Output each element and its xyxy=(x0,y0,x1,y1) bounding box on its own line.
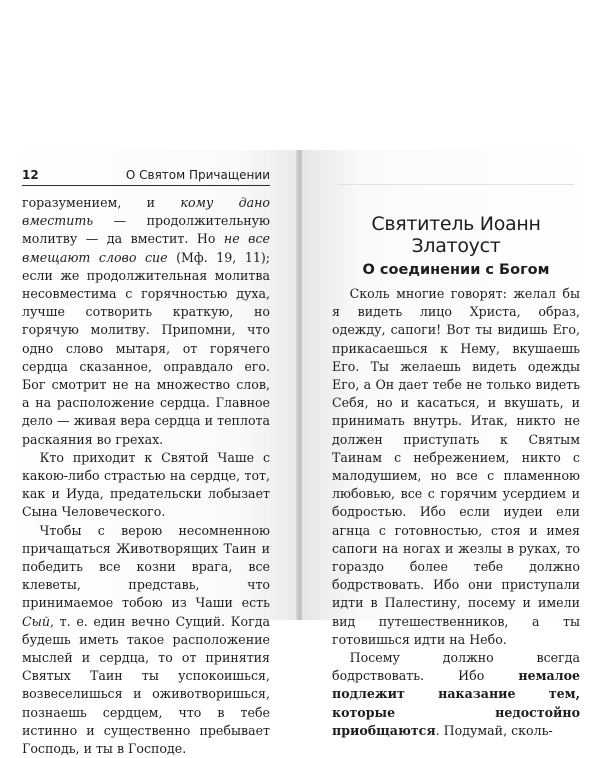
page-number: 12 xyxy=(22,168,39,182)
right-page xyxy=(302,150,600,738)
paragraph: горазумением, и кому дано вместить — продолжительную молитву — да вместит. Но не все вмещают слово сие (Мф. 19, 11); если же продолжительная молитва несовместима с горячностью духа, лучше сотворить краткую, но горячую молитву. Припомни, что одно слово мытаря, от горячего сердца сказанное, оправдало его. Бог смотрит не на множество слов, а на расположение сердца. Главное дело — живая вера сердца и теплота раскаяния во грехах. xyxy=(22,195,270,447)
book-spread xyxy=(0,150,600,757)
running-title: О Святом Причащении xyxy=(125,168,270,182)
right-page-body xyxy=(332,285,580,740)
paragraph: Чтобы с верою несомненною причащаться Животворящих Таин и победить все козни врага, все клеветы, представь, что принимаемое тобою из Чаши есть Сый, т. е. един вечно Сущий. Когда будешь иметь такое расположение мыслей и сердца, то от принятия Святых Таин ты успокоишься, возвеселишься и оживотворишься, познаешь сердцем, что в тебе истинно и существенно пребывает Господь, и ты в Господе. xyxy=(22,522,270,757)
paragraph: Кто приходит к Святой Чаше с какою-либо страстью на сердце, тот, как и Иуда, предательски лобызает Сына Человеческого. xyxy=(22,449,270,520)
author-title: Святитель Иоанн Златоуст xyxy=(371,212,541,257)
left-page xyxy=(0,150,298,757)
paragraph: Сколь многие говорят: желал бы я видеть лицо Христа, образ, одежду, сапоги! Вот ты видишь Его, прикасаешься к Нему, вкушаешь Его. Ты желаешь видеть одежды Его, а Он дает тебе не только видеть Себя, но и касаться, и вкушать, и принимать внутрь. Итак, никто не должен приступать к Святым Таинам с небрежением, никто с малодушием, но все с пламенною любовью, все с горячим усердием и бодростью. Ибо если иудеи ели агнца с готовностью, стоя и имея сапоги на ногах и жезлы в руках, то гораздо более тебе должно бодрствовать. Ибо они приступали идти в Палестину, посему и имели вид путешественников, а ты готовишься идти на Небо. xyxy=(332,286,580,647)
section-title: О соединении с Богом xyxy=(362,262,550,279)
show-through-header xyxy=(338,168,574,185)
paragraph: Посему должно всегда бодрствовать. Ибо немалое подлежит наказание тем, которые недостойно приобщаются. Подумай, сколь- xyxy=(332,650,580,738)
left-page-body xyxy=(22,194,270,758)
running-header xyxy=(22,168,270,186)
